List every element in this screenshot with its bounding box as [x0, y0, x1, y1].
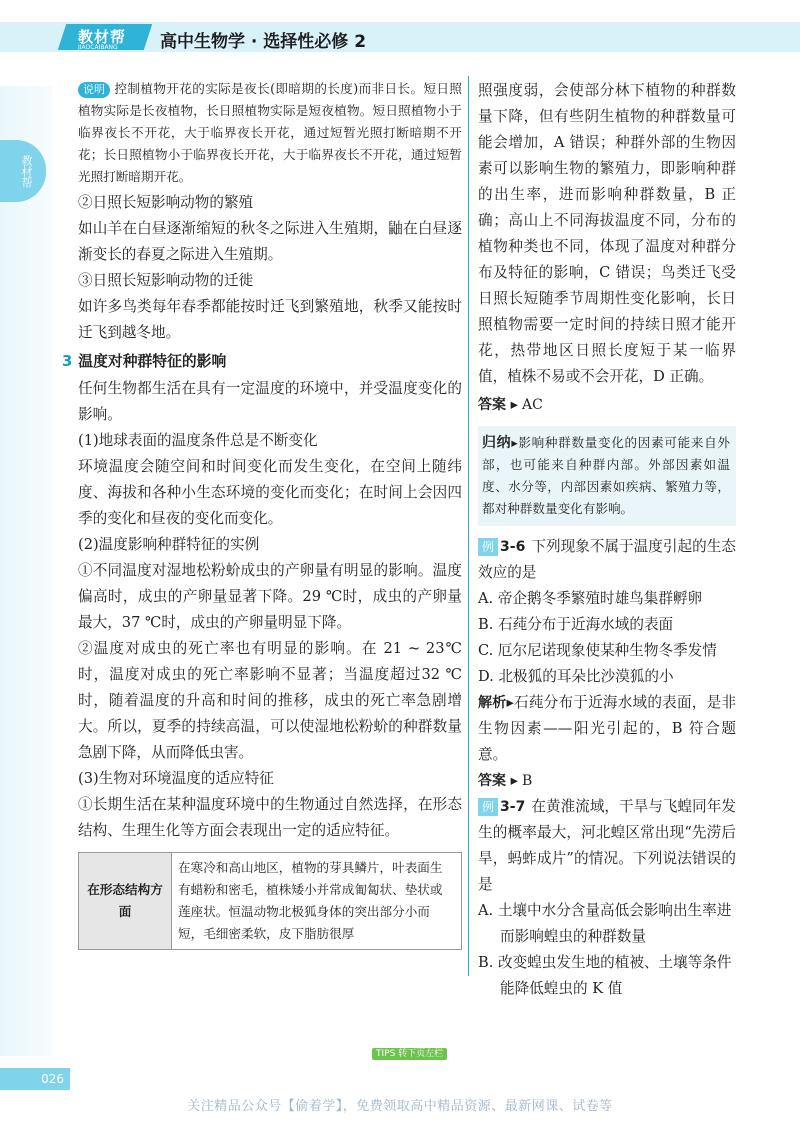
- section-intro: 任何生物都生活在具有一定温度的环境中，并受温度变化的影响。: [78, 380, 462, 423]
- side-tab: 教材帮: [0, 140, 46, 202]
- example-tag: 例: [478, 798, 498, 816]
- summary-text: 影响种群数量变化的因素可能来自外部，也可能来自种群内部。外部因素如温度、水分等，内部因素如疾病、繁殖力等，都对种群数量变化有影响。: [482, 435, 731, 516]
- watermark-text: 关注精品公众号【偷着学】，免费领取高中精品资源、最新网课、试卷等: [187, 1099, 613, 1114]
- right-column: [478, 78, 736, 1002]
- page-number: 026: [0, 1068, 70, 1090]
- answer-label: 答案: [478, 773, 506, 789]
- section-number: 3: [62, 353, 73, 370]
- arrow-icon: ▸: [506, 772, 518, 789]
- analysis-paragraph: [478, 690, 736, 768]
- table-header-cell: 在形态结构方面: [79, 853, 172, 950]
- table-row: [79, 853, 462, 950]
- subpoint-text: 如山羊在白昼逐渐缩短的秋冬之际进入生殖期，鼬在白昼逐渐变长的春夏之际进入生殖期。: [78, 220, 462, 263]
- left-column: [62, 78, 462, 950]
- header-logo-sub: JIAOCAIBANG: [78, 44, 118, 51]
- example-stem: [478, 794, 736, 898]
- column-divider: [468, 76, 469, 976]
- example-question: 下列现象不属于温度引起的生态效应的是: [478, 538, 736, 581]
- answer-value: AC: [521, 397, 543, 413]
- example-question: 在黄淮流域，干旱与飞蝗同年发生的概率最大，河北蝗区常出现“先涝后旱，蚂蚱成片”的情况。下列说法错误的是: [478, 798, 736, 893]
- note-text: 控制植物开花的实际是夜长(即暗期的长度)而非日长。短日照植物实际是长夜植物，长日照植物实际是短夜植物。短日照植物小于临界夜长不开花，大于临界夜长开花，通过短暂光照打断暗期不开花；长日照植物小于临界夜长开花，大于临界夜长不开花，通过短暂光照打断暗期开花。: [78, 81, 462, 184]
- arrow-icon: ▸: [511, 435, 518, 450]
- option-item: C. 厄尔尼诺现象使某种生物冬季发情: [478, 642, 717, 659]
- summary-paragraph: [482, 432, 730, 520]
- section-title: 温度对种群特征的影响: [78, 353, 227, 370]
- example-tag: 例: [478, 538, 498, 556]
- option-item: B. 石莼分布于近海水域的表面: [478, 616, 674, 633]
- page-header: [0, 0, 800, 62]
- header-logo: 教材帮: [78, 28, 127, 46]
- answer-value: B: [521, 773, 533, 789]
- option-item: A. 帝企鹅冬季繁殖时雄鸟集群孵卵: [478, 590, 703, 607]
- book-title: 高中生物学 · 选择性必修 2: [160, 32, 367, 52]
- subsection-text: ②温度对成虫的死亡率也有明显的影响。在 21 ~ 23℃时，温度对成虫的死亡率影响不显著；当温度超过32 ℃时，随着温度的升高和时间的推移，成虫的死亡率急剧增大。所以，夏季的持续高温，可以使湿地松粉蚧的种群数量急剧下降，从而降低虫害。: [78, 640, 462, 761]
- answer-label: 答案: [478, 397, 506, 413]
- example-number: 3-7: [500, 799, 526, 815]
- answer-line: [478, 768, 736, 794]
- subpoint-title: ②日照长短影响动物的繁殖: [78, 194, 254, 211]
- summary-label: 归纳: [482, 435, 512, 451]
- tips-text: TIPS 转下页左栏: [372, 1048, 447, 1060]
- example-number: 3-6: [500, 539, 526, 555]
- table-cell: 在寒冷和高山地区，植物的芽具鳞片，叶表面生有蜡粉和密毛，植株矮小并常成匍匐状、垫状或莲座状。恒温动物北极狐身体的突出部分小而短，毛细密柔软，皮下脂肪很厚: [172, 853, 462, 950]
- subpoint-text: 如许多鸟类每年春季都能按时迁飞到繁殖地，秋季又能按时迁飞到越冬地。: [78, 298, 462, 341]
- note-paragraph: [78, 78, 462, 188]
- subsection-title: (3)生物对环境温度的适应特征: [78, 770, 274, 787]
- note-label: 说明: [78, 82, 110, 98]
- summary-box: [478, 426, 736, 526]
- subsection-text: ①不同温度对湿地松粉蚧成虫的产卵量有明显的影响。温度偏高时，成虫的产卵量显著下降。29 ℃时，成虫的产卵量最大，37 ℃时，成虫的产卵量明显下降。: [78, 562, 462, 631]
- analysis-continued: 照强度弱，会使部分林下植物的种群数量下降，但有些阴生植物的种群数量可能会增加，A 错误；种群外部的生物因素可以影响生物的繁殖力，即影响种群的出生率，进而影响种群数量，B 正确；高山上不同海拔温度不同，分布的植物种类也不同，体现了温度对种群分布及特征的影响，C 错误；鸟类迁飞受日照长短随季节周期性变化影响，长日照植物需要一定时间的持续日照才能开花，热带地区日照长度短于某一临界值，植株不易或不会开花，D 正确。: [478, 82, 736, 385]
- arrow-icon: ▸: [506, 694, 514, 711]
- analysis-text: 石莼分布于近海水域的表面，是非生物因素——阳光引起的，B 符合题意。: [478, 694, 736, 763]
- subsection-text: ①长期生活在某种温度环境中的生物通过自然选择，在形态结构、生理生化等方面会表现出一定的适应特征。: [78, 796, 462, 839]
- tips-badge: [372, 1046, 447, 1059]
- section-heading: [62, 348, 462, 376]
- arrow-icon: ▸: [506, 396, 518, 413]
- subsection-title: (1)地球表面的温度条件总是不断变化: [78, 432, 318, 449]
- analysis-label: 解析: [478, 695, 507, 711]
- answer-line: [478, 392, 736, 418]
- example-stem: [478, 534, 736, 586]
- option-item: D. 北极狐的耳朵比沙漠狐的小: [478, 668, 674, 685]
- adaptation-table: [78, 852, 462, 950]
- option-item: B. 改变蝗虫发生地的植被、土壤等条件能降低蝗虫的 K 值: [478, 954, 732, 997]
- left-margin-strip: [0, 86, 52, 1056]
- subsection-title: (2)温度影响种群特征的实例: [78, 536, 260, 553]
- option-item: A. 土壤中水分含量高低会影响出生率进而影响蝗虫的种群数量: [478, 902, 732, 945]
- subpoint-title: ③日照长短影响动物的迁徙: [78, 272, 254, 289]
- subsection-text: 环境温度会随空间和时间变化而发生变化，在空间上随纬度、海拔和各种小生态环境的变化而变化；在时间上会因四季的变化和昼夜的变化而变化。: [78, 458, 462, 527]
